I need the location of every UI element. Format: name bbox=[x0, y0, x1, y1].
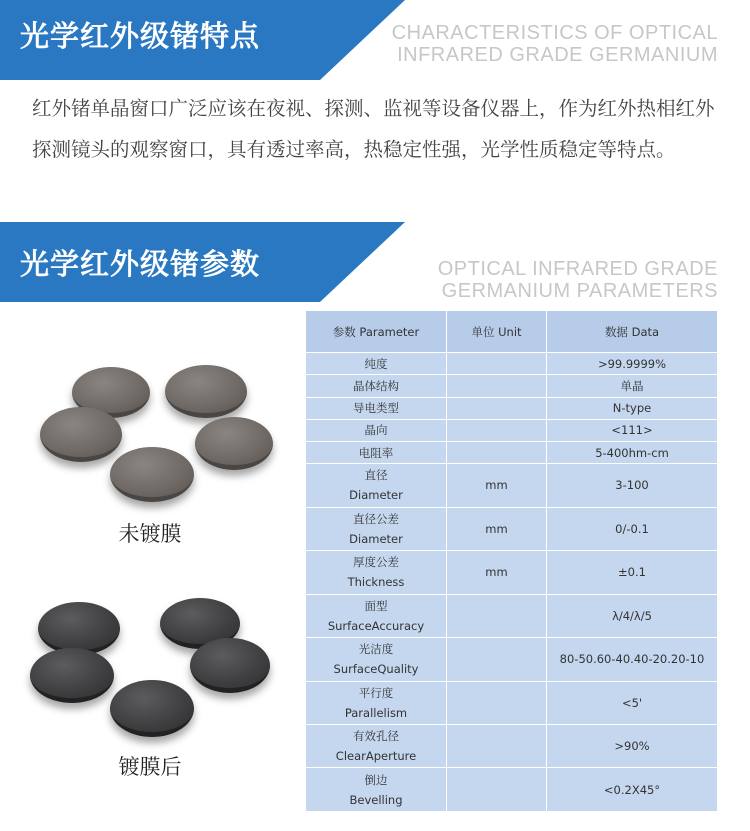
table-row bbox=[306, 638, 718, 681]
param-name-en: ClearAperture bbox=[335, 749, 417, 764]
param-data: <111> bbox=[547, 419, 718, 441]
param-name-cn: 直径公差 bbox=[353, 511, 399, 526]
characteristics-title-en bbox=[392, 22, 718, 66]
table-row bbox=[306, 724, 718, 767]
param-unit: mm bbox=[447, 507, 547, 550]
param-name-en: Diameter bbox=[349, 488, 403, 503]
param-data: ±0.1 bbox=[547, 551, 718, 594]
param-name bbox=[306, 638, 447, 681]
param-name-en: Diameter bbox=[349, 531, 403, 546]
param-name bbox=[306, 442, 447, 464]
param-unit bbox=[447, 594, 547, 637]
param-name-cn: 晶向 bbox=[364, 423, 388, 438]
param-name bbox=[306, 397, 447, 419]
param-unit bbox=[447, 419, 547, 441]
characteristics-title: 光学红外级锗特点 bbox=[20, 19, 261, 53]
param-data: N-type bbox=[547, 397, 718, 419]
param-name-cn: 晶体结构 bbox=[353, 378, 399, 393]
param-name-cn: 平行度 bbox=[358, 685, 394, 700]
param-name bbox=[306, 353, 447, 375]
param-name-en: Thickness bbox=[347, 575, 405, 590]
param-name-cn: 纯度 bbox=[364, 356, 388, 371]
param-name-cn: 面型 bbox=[364, 598, 388, 613]
param-data: <5' bbox=[547, 681, 718, 724]
param-data: >99.9999% bbox=[547, 353, 718, 375]
header-data: 数据 Data bbox=[547, 311, 718, 353]
table-header-row bbox=[306, 311, 718, 353]
param-name-cn: 电阻率 bbox=[358, 445, 394, 460]
param-name bbox=[306, 419, 447, 441]
characteristics-title-en-line2: INFRARED GRADE GERMANIUM bbox=[397, 44, 718, 66]
param-data: 80-50.60-40.40-20.20-10 bbox=[547, 638, 718, 681]
param-unit: mm bbox=[447, 551, 547, 594]
param-name-en: SurfaceAccuracy bbox=[327, 618, 425, 633]
param-name bbox=[306, 375, 447, 397]
disc-image bbox=[195, 417, 273, 470]
table-row bbox=[306, 551, 718, 594]
header-parameter: 参数 Parameter bbox=[306, 311, 447, 353]
parameters-title: 光学红外级锗参数 bbox=[20, 247, 261, 281]
characteristics-title-en-line1: CHARACTERISTICS OF OPTICAL bbox=[391, 22, 718, 44]
param-name-cn: 有效孔径 bbox=[353, 729, 399, 744]
param-unit bbox=[447, 353, 547, 375]
parameters-title-en-line1: OPTICAL INFRARED GRADE bbox=[437, 258, 718, 280]
coated-caption: 镀膜后 bbox=[118, 755, 182, 779]
table-row bbox=[306, 681, 718, 724]
table-row bbox=[306, 375, 718, 397]
param-data: λ/4/λ/5 bbox=[547, 594, 718, 637]
param-data: 单晶 bbox=[547, 375, 718, 397]
disc-image bbox=[30, 648, 114, 703]
parameters-table bbox=[305, 310, 718, 812]
uncoated-caption: 未镀膜 bbox=[118, 522, 182, 546]
disc-image bbox=[38, 602, 120, 655]
header-unit: 单位 Unit bbox=[447, 311, 547, 353]
param-name-cn: 光洁度 bbox=[358, 642, 394, 657]
characteristics-header bbox=[0, 0, 750, 80]
param-unit bbox=[447, 442, 547, 464]
param-name bbox=[306, 551, 447, 594]
parameters-title-en-line2: GERMANIUM PARAMETERS bbox=[441, 280, 718, 302]
param-unit bbox=[447, 681, 547, 724]
param-data: 5-400hm-cm bbox=[547, 442, 718, 464]
table-row bbox=[306, 507, 718, 550]
param-name bbox=[306, 768, 447, 812]
param-unit bbox=[447, 638, 547, 681]
param-unit bbox=[447, 724, 547, 767]
disc-image bbox=[40, 407, 122, 462]
param-data: >90% bbox=[547, 724, 718, 767]
param-name-en: Bevelling bbox=[349, 792, 403, 807]
param-name bbox=[306, 681, 447, 724]
param-data: <0.2X45° bbox=[547, 768, 718, 812]
parameters-title-en bbox=[438, 258, 718, 302]
param-unit bbox=[447, 375, 547, 397]
table-row bbox=[306, 419, 718, 441]
param-name-cn: 导电类型 bbox=[353, 401, 399, 416]
table-row bbox=[306, 353, 718, 375]
param-name bbox=[306, 594, 447, 637]
param-unit bbox=[447, 768, 547, 812]
disc-image bbox=[110, 447, 194, 502]
param-name bbox=[306, 464, 447, 507]
disc-image bbox=[110, 680, 194, 737]
param-name-cn: 倒边 bbox=[364, 772, 388, 787]
table-row bbox=[306, 768, 718, 812]
param-unit: mm bbox=[447, 464, 547, 507]
disc-image bbox=[165, 365, 247, 418]
param-name-en: Parallelism bbox=[344, 705, 408, 720]
table-row bbox=[306, 594, 718, 637]
param-name-en: SurfaceQuality bbox=[333, 662, 419, 677]
param-name-cn: 厚度公差 bbox=[353, 555, 399, 570]
characteristics-description: 红外锗单晶窗口广泛应该在夜视、探测、监视等设备仪器上，作为红外热相红外探测镜头的观察窗口，具有透过率高，热稳定性强，光学性质稳定等特点。 bbox=[32, 97, 715, 161]
param-data: 0/-0.1 bbox=[547, 507, 718, 550]
parameters-header bbox=[0, 222, 750, 302]
param-data: 3-100 bbox=[547, 464, 718, 507]
disc-image bbox=[190, 638, 270, 693]
param-name bbox=[306, 507, 447, 550]
table-row bbox=[306, 397, 718, 419]
table-row bbox=[306, 464, 718, 507]
table-row bbox=[306, 442, 718, 464]
param-name-cn: 直径 bbox=[364, 468, 388, 483]
param-unit bbox=[447, 397, 547, 419]
param-name bbox=[306, 724, 447, 767]
